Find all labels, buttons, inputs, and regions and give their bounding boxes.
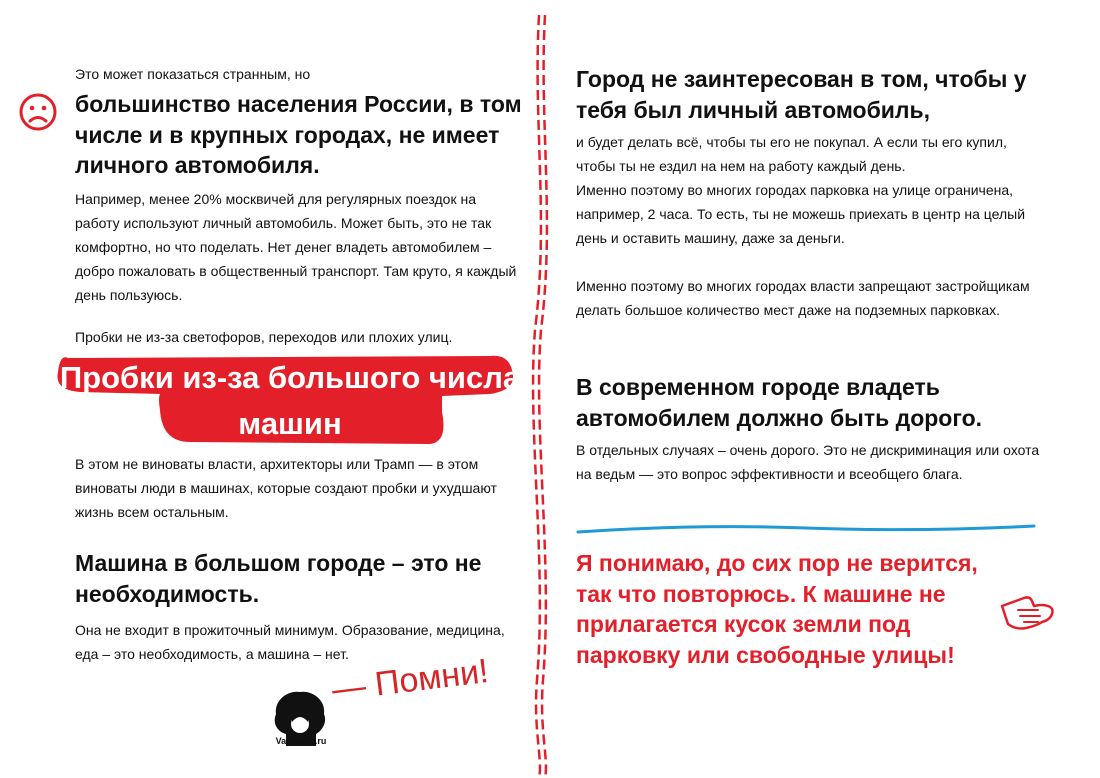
heading-city-not-interested: Город не заинтересован в том, чтобы у тебя был личный автомобиль, bbox=[576, 66, 1027, 123]
para-developers-restricted: Именно поэтому во многих городах власти запрещают застройщикам делать большое количество мест даже на подземных парковках. bbox=[576, 278, 1030, 318]
para-city-prevents-buying: и будет делать всё, чтобы ты его не покупал. А если ты его купил, чтобы ты не ездил на нем на работу каждый день. bbox=[576, 134, 1007, 174]
blue-separator-line bbox=[576, 520, 1036, 540]
para-moscow-stats: Например, менее 20% москвичей для регулярных поездок на работу используют личный автомобиль. Может быть, это не так комфортно, но что поделать. Нет денег владеть автомобилем – добро пожаловать в общественный транспорт. Там круто, я каждый день пользуюсь. bbox=[75, 191, 517, 303]
sad-face-icon bbox=[18, 92, 58, 132]
heading-car-not-necessity: Машина в большом городе – это не необходимость. bbox=[75, 550, 482, 607]
dashed-column-divider bbox=[525, 0, 555, 778]
para-parking-limited: Именно поэтому во многих городах парковка на улице ограничена, например, 2 часа. То есть, ты не можешь приехать в центр на целый день и оставить машину, даже за деньги. bbox=[576, 182, 1026, 246]
pointing-hand-icon bbox=[998, 588, 1058, 638]
intro-text: Это может показаться странным, но bbox=[75, 66, 311, 82]
heading-no-free-land: Я понимаю, до сих пор не верится, так что повторюсь. К машине не прилагается кусок земли под парковку или свободные улицы! bbox=[576, 550, 978, 668]
heading-owning-expensive: В современном городе владеть автомобилем должно быть дорого. bbox=[576, 374, 983, 431]
remember-note: — Помни! bbox=[329, 651, 491, 709]
para-traffic-cause: Пробки не из-за светофоров, переходов или плохих улиц. bbox=[75, 329, 453, 345]
heading-majority-no-car: большинство населения России, в том числе и в крупных городах, не имеет личного автомобиля. bbox=[75, 91, 522, 178]
banner-traffic-cars: Пробки из-за большого числа машин bbox=[59, 360, 521, 441]
para-not-discrimination: В отдельных случаях – очень дорого. Это не дискриминация или охота на ведьм — это вопрос эффективности и всеобщего блага. bbox=[576, 442, 1040, 482]
para-subsistence-minimum: Она не входит в прожиточный минимум. Образование, медицина, еда – это необходимость, а машина – нет. bbox=[75, 622, 505, 662]
logo-text: Varlamov.ru bbox=[275, 736, 327, 746]
para-who-to-blame: В этом не виноваты власти, архитекторы или Трамп — в этом виноваты люди в машинах, которые создают пробки и ухудшают жизнь всем остальным. bbox=[75, 456, 497, 520]
